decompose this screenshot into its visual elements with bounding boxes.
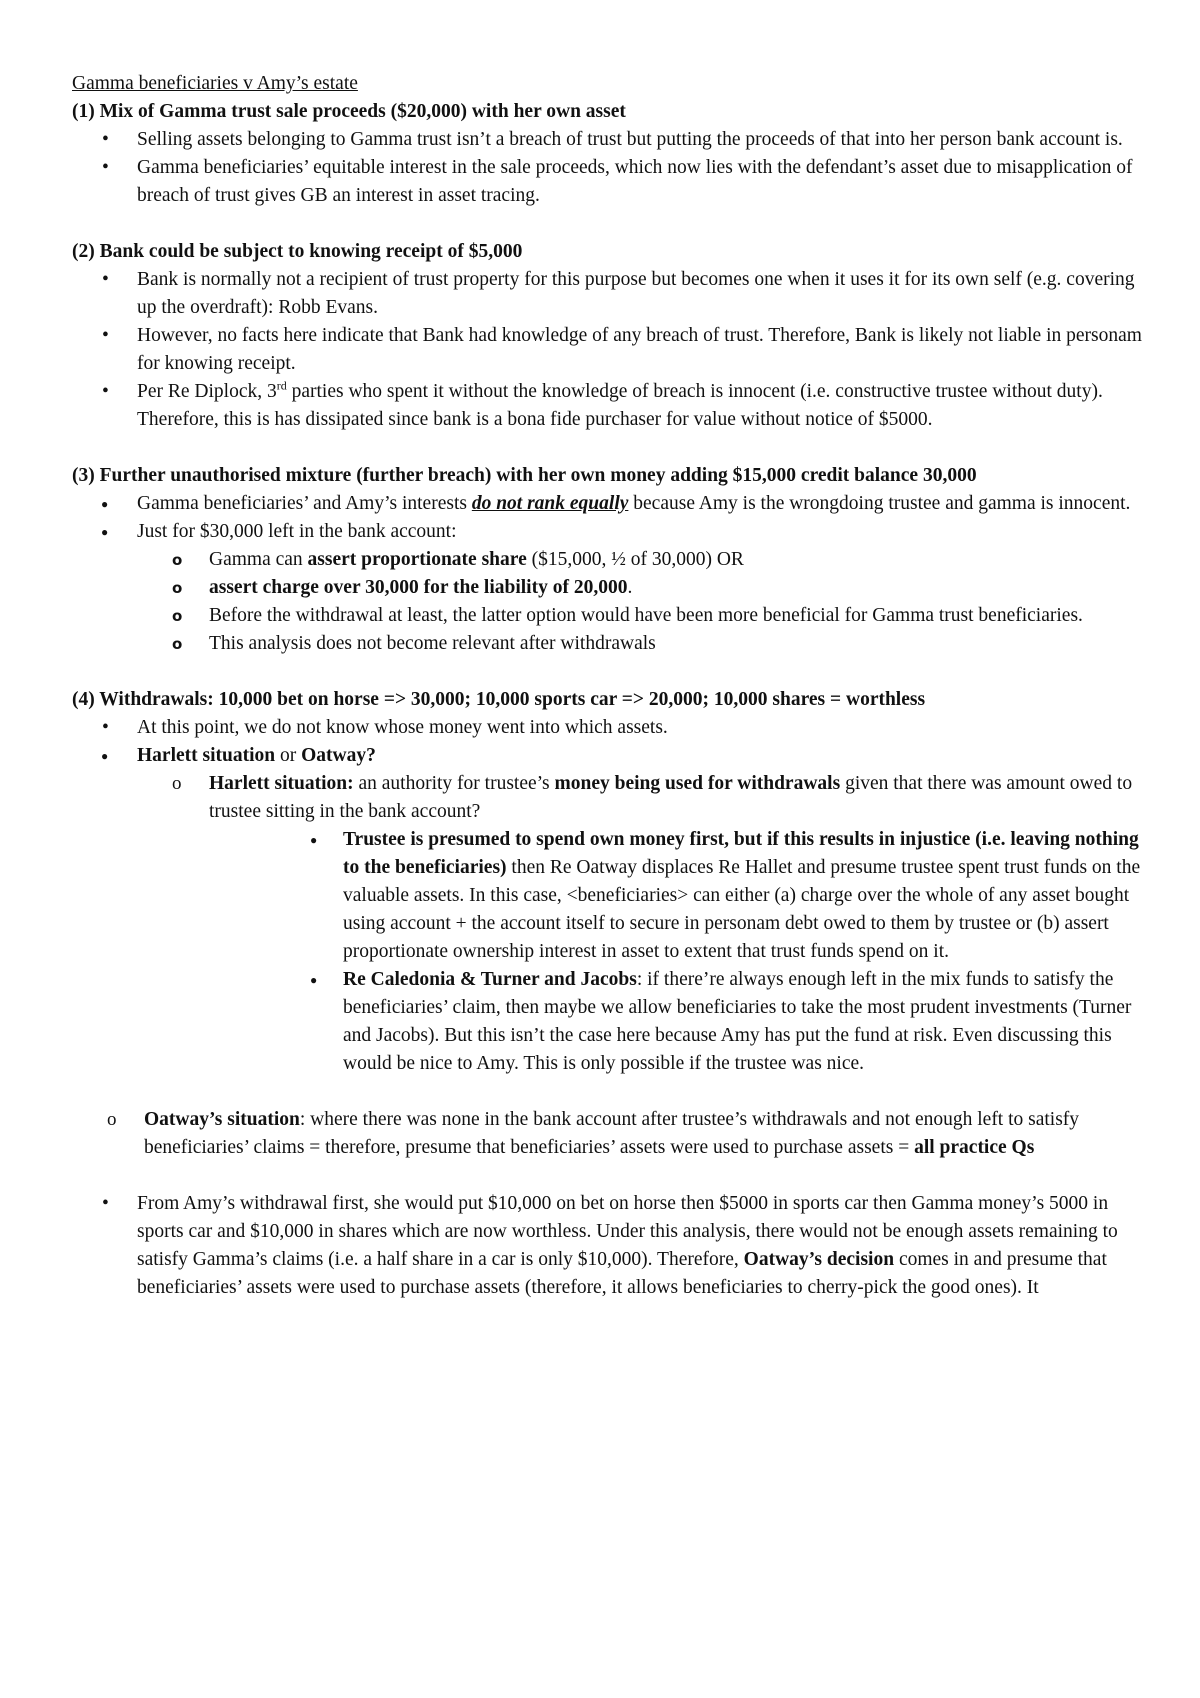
document-title: Gamma beneficiaries v Amy’s estate <box>72 73 358 94</box>
list-item: • At this point, we do not know whose money went into which assets. <box>72 714 1144 742</box>
bold-text: assert charge over 30,000 for the liability of 20,000 <box>209 577 628 598</box>
list-item <box>72 518 1144 658</box>
sub-list-item: o This analysis does not become relevant after withdrawals <box>137 630 1144 658</box>
list-item <box>72 490 1144 518</box>
bold-text: Oatway’s decision <box>743 1249 895 1270</box>
list-item <box>72 378 1144 434</box>
sub-list <box>137 546 1144 658</box>
document-body <box>72 70 1144 1302</box>
bold-text: Harlett situation <box>137 745 276 766</box>
emphasis-text: do not rank equally <box>471 493 629 514</box>
list-item: • Bank is normally not a recipient of trust property for this purpose but becomes one when it uses it for its own self (e.g. covering up the overdraft): Robb Evans. <box>72 266 1144 322</box>
bold-text: assert proportionate share <box>307 549 527 570</box>
section-4-list <box>72 714 1144 742</box>
list-item-text: : where there was none in the bank account after trustee’s withdrawals and not enough left to satisfy beneficiaries’ claims = therefore, presume that beneficiaries’ assets were used to purchase assets = <box>144 1109 1080 1158</box>
sub-sub-list-item <box>209 826 1144 966</box>
list-item <box>72 742 1144 1078</box>
sub-list-item-oatway <box>72 1106 1144 1162</box>
spacer <box>72 658 1144 686</box>
list-item-text: ($15,000, ½ of 30,000) OR <box>526 549 744 570</box>
spacer <box>72 1162 1144 1190</box>
list-item <box>72 1190 1144 1302</box>
bold-text: Oatway’s situation <box>144 1109 300 1130</box>
list-item: • Selling assets belonging to Gamma trust isn’t a breach of trust but putting the proceeds of that into her person bank account is. <box>72 126 1144 154</box>
bold-text: Trustee is presumed to spend own money first, but if this results in injustice (i.e. leaving nothing to the beneficiaries) <box>343 829 1139 878</box>
bold-text: money being used for withdrawals <box>554 773 841 794</box>
bold-text: all practice Qs <box>914 1137 1035 1158</box>
list-item-text: : if there’re always enough left in the mix funds to satisfy the beneficiaries’ claim, then maybe we allow beneficiaries to take the most prudent investments (Turner and Jacobs). But this isn’t the case here because Amy has put the fund at risk. Even discussing this would be nice to Amy. This is only possible if the trustee was nice. <box>343 969 1132 1074</box>
section-1-list <box>72 126 1144 210</box>
sub-sub-list-item <box>209 966 1144 1078</box>
sub-list <box>137 770 1144 1078</box>
list-item-text: or <box>275 745 302 766</box>
list-item-text: comes in and presume that beneficiaries’ assets were used to purchase assets (therefore, it allows beneficiaries to cherry-pick the good ones). It <box>137 1249 1107 1298</box>
list-item-text: because Amy is the wrongdoing trustee and gamma is innocent. <box>628 493 1131 514</box>
list-item-text: an authority for trustee’s <box>353 773 555 794</box>
section-1-heading: (1) Mix of Gamma trust sale proceeds ($20,000) with her own asset <box>72 101 626 122</box>
bold-text: Re Caledonia & Turner and Jacobs <box>343 969 637 990</box>
section-2-heading: (2) Bank could be subject to knowing receipt of $5,000 <box>72 241 523 262</box>
bold-text: Harlett situation: <box>209 773 354 794</box>
list-item-text: Gamma beneficiaries’ and Amy’s interests <box>137 493 472 514</box>
sub-sub-list <box>209 826 1144 1078</box>
list-item-text: Gamma can <box>209 549 308 570</box>
spacer <box>72 434 1144 462</box>
sub-list <box>72 1106 1144 1162</box>
list-item-text: Just for $30,000 left in the bank account: <box>137 521 457 542</box>
spacer <box>72 210 1144 238</box>
list-item-text: then Re Oatway displaces Re Hallet and presume trustee spent trust funds on the valuable assets. In this case, <beneficiaries> can either (a) charge over the whole of any asset bought using account + the account itself to secure in personam debt owed to them by trustee or (b) assert proportionate ownership interest in asset to extent that trust funds spend on it. <box>343 857 1141 962</box>
spacer <box>72 1078 1144 1106</box>
section-4-list-c <box>72 1190 1144 1302</box>
bold-text: Oatway? <box>301 745 376 766</box>
section-2-list <box>72 266 1144 434</box>
sub-list-item-harlett <box>137 770 1144 1078</box>
list-item-text: . <box>627 577 633 598</box>
list-item: • Gamma beneficiaries’ equitable interest in the sale proceeds, which now lies with the defendant’s asset due to misapplication of breach of trust gives GB an interest in asset tracing. <box>72 154 1144 210</box>
sub-list-item <box>137 574 1144 602</box>
section-3-list <box>72 490 1144 658</box>
list-item: • However, no facts here indicate that Bank had knowledge of any breach of trust. Therefore, Bank is likely not liable in personam for knowing receipt. <box>72 322 1144 378</box>
list-item-text: given that there was amount owed to trustee sitting in the bank account? <box>209 773 1133 822</box>
sub-list-item: o Before the withdrawal at least, the latter option would have been more beneficial for Gamma trust beneficiaries. <box>137 602 1144 630</box>
list-item-text: parties who spent it without the knowledge of breach is innocent (i.e. constructive trustee without duty). Therefore, this is has dissipated since bank is a bona fide purchaser for value without notice of $5000. <box>137 381 1103 430</box>
sub-list-item <box>137 546 1144 574</box>
section-4-heading: (4) Withdrawals: 10,000 bet on horse => 30,000; 10,000 sports car => 20,000; 10,000 shares = worthless <box>72 689 926 710</box>
section-3-heading: (3) Further unauthorised mixture (further breach) with her own money adding $15,000 credit balance 30,000 <box>72 465 977 486</box>
superscript: rd <box>276 378 287 393</box>
list-item-text: Per Re Diplock, 3 <box>137 381 277 402</box>
list-item-text: From Amy’s withdrawal first, she would put $10,000 on bet on horse then $5000 in sports car then Gamma money’s 5000 in sports car and $10,000 in shares which are now worthless. Under this analysis, there would not be enough assets remaining to satisfy Gamma’s claims (i.e. a half share in a car is only $10,000). Therefore, <box>137 1193 1118 1270</box>
section-4-list-b <box>72 742 1144 1078</box>
